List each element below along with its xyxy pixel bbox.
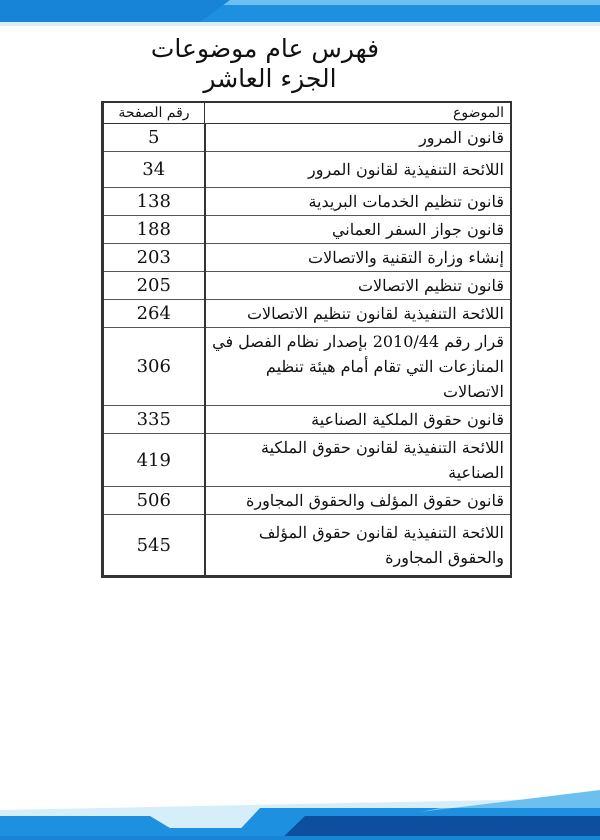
- page-cell: 205: [103, 272, 205, 300]
- topic-cell: اللائحة التنفيذية لقانون حقوق الملكية الصناعية: [205, 434, 512, 487]
- table-header-row: [103, 102, 512, 124]
- table-row: [103, 272, 512, 300]
- page-cell: 203: [103, 244, 205, 272]
- page-cell: 335: [103, 406, 205, 434]
- page-cell: 34: [103, 152, 205, 188]
- topic-cell: اللائحة التنفيذية لقانون تنظيم الاتصالات: [205, 300, 512, 328]
- table-row: [103, 152, 512, 188]
- index-table: [101, 101, 512, 578]
- page-cell: 5: [103, 124, 205, 152]
- table-row: [103, 487, 512, 515]
- table-row: [103, 216, 512, 244]
- column-header-page: رقم الصفحة: [103, 102, 205, 124]
- table-row: [103, 124, 512, 152]
- table-row: [103, 406, 512, 434]
- topic-cell: قانون المرور: [205, 124, 512, 152]
- topic-cell: قانون حقوق المؤلف والحقوق المجاورة: [205, 487, 512, 515]
- topic-cell: قانون تنظيم الخدمات البريدية: [205, 188, 512, 216]
- page-cell: 138: [103, 188, 205, 216]
- table-row: [103, 434, 512, 487]
- table-row: [103, 328, 512, 406]
- page-cell: 545: [103, 515, 205, 577]
- topic-cell: اللائحة التنفيذية لقانون المرور: [205, 152, 512, 188]
- bottom-decorative-band: [0, 750, 600, 840]
- page-cell: 188: [103, 216, 205, 244]
- topic-cell: قانون تنظيم الاتصالات: [205, 272, 512, 300]
- page-cell: 419: [103, 434, 205, 487]
- table-row: [103, 244, 512, 272]
- top-decorative-band: [0, 0, 600, 26]
- topic-cell: إنشاء وزارة التقنية والاتصالات: [205, 244, 512, 272]
- table-row: [103, 188, 512, 216]
- topic-cell: قرار رقم 2010/44 بإصدار نظام الفصل في المنازعات التي تقام أمام هيئة تنظيم الاتصالات: [205, 328, 512, 406]
- topic-cell: اللائحة التنفيذية لقانون حقوق المؤلف والحقوق المجاورة: [205, 515, 512, 577]
- page-cell: 306: [103, 328, 205, 406]
- page-cell: 506: [103, 487, 205, 515]
- title-block: [0, 34, 600, 94]
- table-row: [103, 515, 512, 577]
- page-subtitle: الجزء العاشر: [203, 64, 337, 93]
- table-row: [103, 300, 512, 328]
- topic-cell: قانون حقوق الملكية الصناعية: [205, 406, 512, 434]
- topic-cell: قانون جواز السفر العماني: [205, 216, 512, 244]
- page-cell: 264: [103, 300, 205, 328]
- page-title: فهرس عام موضوعات: [150, 34, 380, 63]
- column-header-topic: الموضوع: [205, 102, 512, 124]
